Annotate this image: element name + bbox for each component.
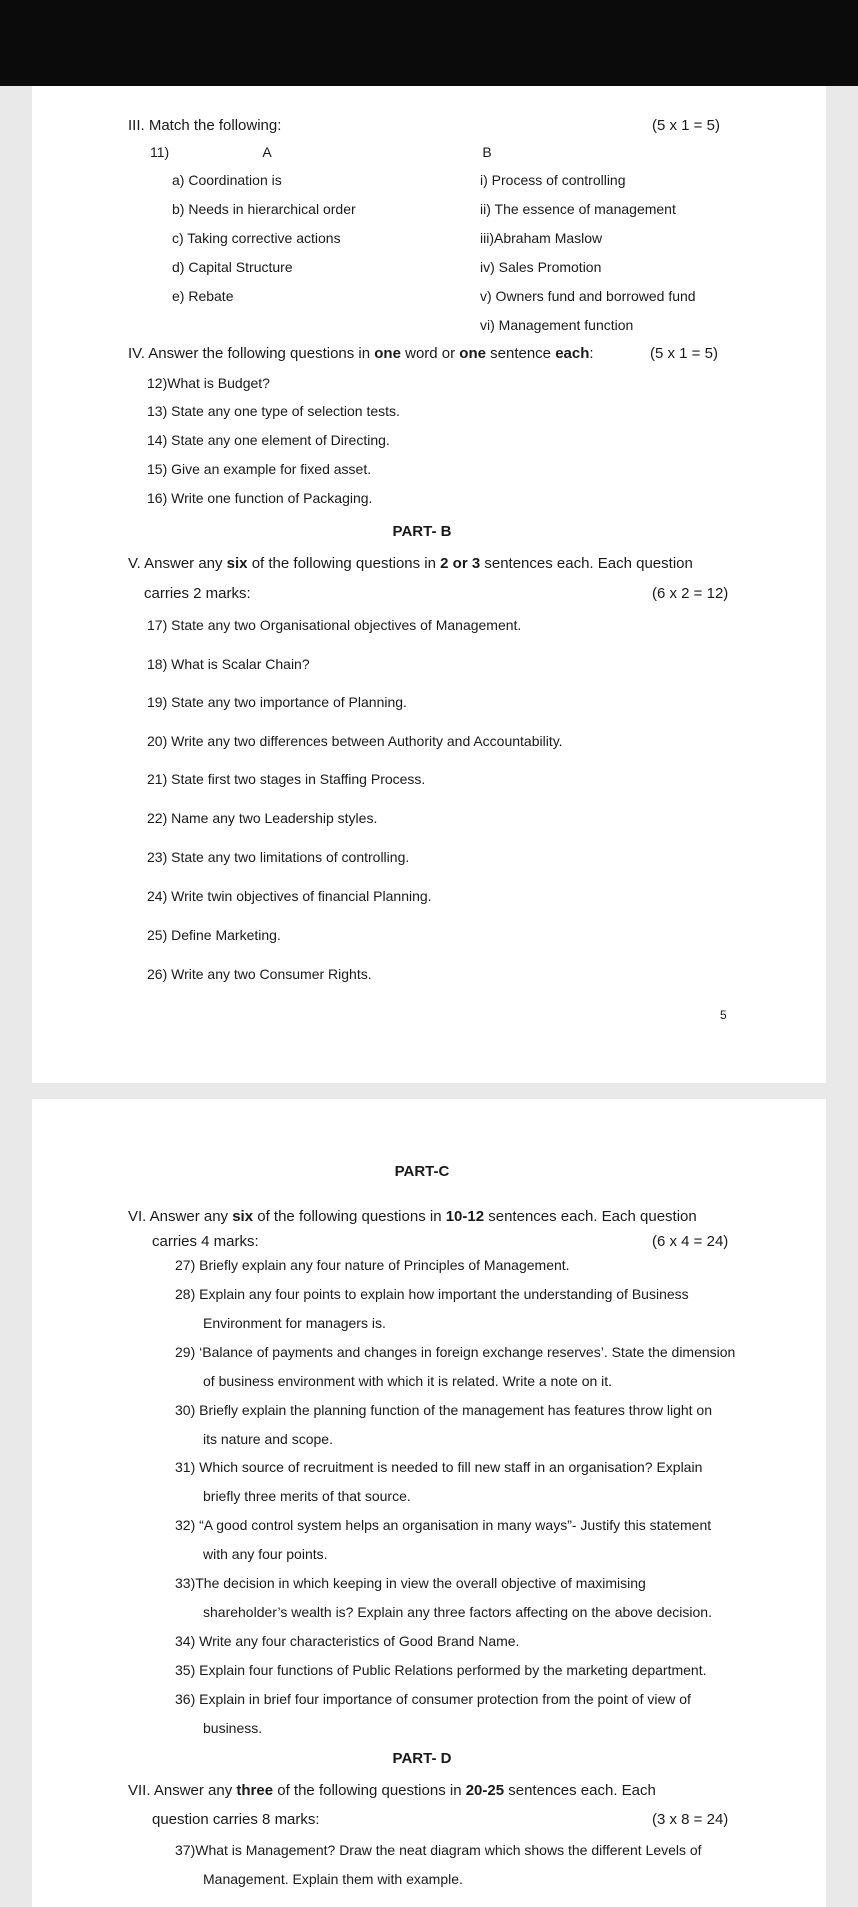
- question-item: 24) Write twin objectives of financial Planning.: [147, 888, 432, 904]
- match-left-item: c) Taking corrective actions: [172, 230, 341, 246]
- column-b-header: B: [482, 144, 492, 160]
- question-item-cont: Management. Explain them with example.: [203, 1871, 463, 1887]
- question-item-cont: briefly three merits of that source.: [203, 1488, 411, 1504]
- question-item-cont: Environment for managers is.: [203, 1315, 386, 1331]
- question-item-cont: of business environment with which it is related. Write a note on it.: [203, 1373, 613, 1389]
- question-item: 30) Briefly explain the planning function of the management has features throw light on: [175, 1402, 712, 1418]
- question-item: 33)The decision in which keeping in view the overall objective of maximising: [175, 1575, 646, 1591]
- question-item-cont: its nature and scope.: [203, 1431, 333, 1447]
- part-d-instruction: VII. Answer any three of the following questions in 20-25 sentences each. Each: [128, 1782, 656, 1799]
- question-item: 26) Write any two Consumer Rights.: [147, 966, 372, 982]
- part-c-instruction: VI. Answer any six of the following questions in 10-12 sentences each. Each question: [128, 1208, 697, 1225]
- part-d-marks: (3 x 8 = 24): [652, 1811, 729, 1828]
- match-left-item: d) Capital Structure: [172, 259, 293, 275]
- match-right-item: iv) Sales Promotion: [480, 259, 602, 275]
- question-item: 32) “A good control system helps an organisation in many ways”- Justify this statement: [175, 1517, 712, 1533]
- match-right-item: iii)Abraham Maslow: [480, 230, 603, 246]
- question-item: 37)What is Management? Draw the neat diagram which shows the different Levels of: [175, 1842, 702, 1858]
- match-right-item: v) Owners fund and borrowed fund: [480, 288, 696, 304]
- part-d-instruction-cont: question carries 8 marks:: [152, 1811, 320, 1828]
- question-item-cont: business.: [203, 1720, 263, 1736]
- question-item: 14) State any one element of Directing.: [147, 432, 390, 448]
- question-item: 29) ‘Balance of payments and changes in foreign exchange reserves’. State the dimension: [175, 1344, 736, 1360]
- match-left-item: a) Coordination is: [172, 172, 282, 188]
- match-left-item: b) Needs in hierarchical order: [172, 201, 356, 217]
- part-b-marks: (6 x 2 = 12): [652, 585, 729, 602]
- match-left-item: e) Rebate: [172, 288, 234, 304]
- part-b-title: PART- B: [392, 523, 452, 540]
- question-item-cont: with any four points.: [203, 1546, 328, 1562]
- question-item: 17) State any two Organisational objectives of Management.: [147, 617, 522, 633]
- question-item-cont: shareholder’s wealth is? Explain any three factors affecting on the above decision.: [203, 1604, 712, 1620]
- question-item: 35) Explain four functions of Public Relations performed by the marketing department.: [175, 1662, 707, 1678]
- question-item: 21) State first two stages in Staffing Process.: [147, 771, 426, 787]
- section-3-marks: (5 x 1 = 5): [652, 117, 720, 134]
- question-item: 34) Write any four characteristics of Good Brand Name.: [175, 1633, 520, 1649]
- question-item: 20) Write any two differences between Authority and Accountability.: [147, 733, 563, 749]
- question-item: 36) Explain in brief four importance of consumer protection from the point of view of: [175, 1691, 691, 1707]
- question-item: 22) Name any two Leadership styles.: [147, 810, 378, 826]
- page-number: 5: [720, 1008, 727, 1022]
- q11-number: 11): [150, 144, 170, 160]
- question-item: 31) Which source of recruitment is needed to fill new staff in an organisation? Explain: [175, 1459, 703, 1475]
- section-4-marks: (5 x 1 = 5): [650, 345, 718, 362]
- part-d-title: PART- D: [392, 1750, 452, 1767]
- question-item: 25) Define Marketing.: [147, 927, 281, 943]
- match-right-item: ii) The essence of management: [480, 201, 676, 217]
- question-item: 12)What is Budget?: [147, 375, 270, 391]
- part-c-instruction-cont: carries 4 marks:: [152, 1233, 259, 1250]
- question-item: 27) Briefly explain any four nature of Principles of Management.: [175, 1257, 570, 1273]
- section-3-heading: III. Match the following:: [128, 117, 282, 134]
- match-right-item: vi) Management function: [480, 317, 634, 333]
- part-c-title: PART-C: [394, 1163, 450, 1180]
- exam-page-2: [32, 1099, 826, 1907]
- question-item: 28) Explain any four points to explain how important the understanding of Business: [175, 1286, 689, 1302]
- question-item: 13) State any one type of selection tests.: [147, 403, 400, 419]
- question-item: 19) State any two importance of Planning.: [147, 694, 407, 710]
- part-b-instruction: V. Answer any six of the following questions in 2 or 3 sentences each. Each question: [128, 555, 693, 572]
- question-item: 15) Give an example for fixed asset.: [147, 461, 372, 477]
- section-4-heading: IV. Answer the following questions in one word or one sentence each:: [128, 345, 594, 362]
- column-a-header: A: [262, 144, 272, 160]
- question-item: 18) What is Scalar Chain?: [147, 656, 310, 672]
- question-item: 23) State any two limitations of controlling.: [147, 849, 410, 865]
- top-bar: [0, 0, 858, 86]
- question-item: 16) Write one function of Packaging.: [147, 490, 373, 506]
- part-c-marks: (6 x 4 = 24): [652, 1233, 729, 1250]
- part-b-instruction-cont: carries 2 marks:: [144, 585, 251, 602]
- match-right-item: i) Process of controlling: [480, 172, 626, 188]
- exam-page-1: [32, 86, 826, 1083]
